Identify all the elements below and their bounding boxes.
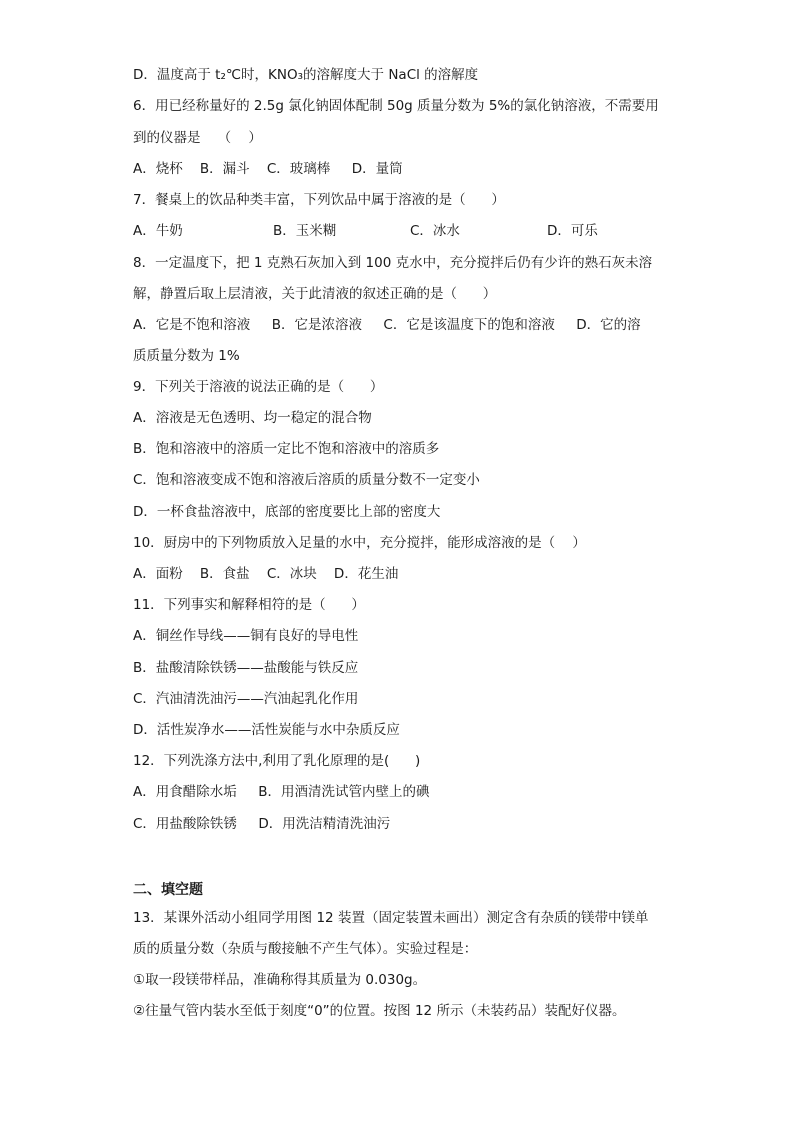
q5-option-d: D．温度高于 t₂℃时，KNO₃的溶解度大于 NaCl 的溶解度	[133, 67, 479, 83]
q8-stem-line1: 8．一定温度下，把 1 克熟石灰加入到 100 克水中，充分搅拌后仍有少许的熟石灰未溶	[133, 255, 653, 271]
q7-option-c: C．冰水	[410, 223, 460, 239]
q7-option-a: A．牛奶	[133, 223, 183, 239]
q13-stem-line2: 质的质量分数（杂质与酸接触不产生气体）。实验过程是：	[133, 941, 478, 957]
q11-option-a: A．铜丝作导线——铜有良好的导电性	[133, 628, 359, 644]
q9-option-c: C．饱和溶液变成不饱和溶液后溶质的质量分数不一定变小	[133, 472, 480, 488]
q9-option-b: B．饱和溶液中的溶质一定比不饱和溶液中的溶质多	[133, 441, 440, 457]
q7-option-d: D．可乐	[547, 223, 598, 239]
q6-stem-line2: 到的仪器是 （ ）	[133, 130, 262, 146]
section-heading-fill-in: 二、填空题	[133, 882, 203, 898]
q8-options: A．它是不饱和溶液 B．它是浓溶液 C．它是该温度下的饱和溶液 D．它的溶	[133, 317, 641, 333]
q13-step-2: ②往量气管内装水至低于刻度“0”的位置。按图 12 所示（未装药品）装配好仪器。	[133, 1003, 626, 1019]
q6-stem-line1: 6．用已经称量好的 2.5g 氯化钠固体配制 50g 质量分数为 5%的氯化钠溶液，不需要用	[133, 98, 659, 114]
q7-stem: 7．餐桌上的饮品种类丰富，下列饮品中属于溶液的是（ ）	[133, 192, 505, 208]
q8-stem-line2: 解，静置后取上层清液，关于此清液的叙述正确的是（ ）	[133, 286, 497, 302]
q11-option-b: B．盐酸清除铁锈——盐酸能与铁反应	[133, 660, 359, 676]
q8-options-cont: 质质量分数为 1%	[133, 348, 240, 364]
q9-stem: 9．下列关于溶液的说法正确的是（ ）	[133, 379, 384, 395]
q11-option-c: C．汽油清洗油污——汽油起乳化作用	[133, 691, 359, 707]
q13-step-1: ①取一段镁带样品，准确称得其质量为 0.030g。	[133, 972, 427, 988]
q6-options: A．烧杯 B．漏斗 C．玻璃棒 D．量筒	[133, 161, 403, 177]
q9-option-d: D．一杯食盐溶液中，底部的密度要比上部的密度大	[133, 504, 441, 520]
q7-options	[133, 221, 598, 241]
q11-option-d: D．活性炭净水——活性炭能与水中杂质反应	[133, 722, 400, 738]
q11-stem: 11．下列事实和解释相符的是（ ）	[133, 597, 365, 613]
q10-stem: 10．厨房中的下列物质放入足量的水中，充分搅拌，能形成溶液的是（ ）	[133, 535, 586, 551]
q7-option-b: B．玉米糊	[273, 223, 337, 239]
q10-options: A．面粉 B．食盐 C．冰块 D．花生油	[133, 566, 399, 582]
q13-stem-line1: 13．某课外活动小组同学用图 12 装置（固定装置未画出）测定含有杂质的镁带中镁单	[133, 910, 649, 926]
q12-options-ab: A．用食醋除水垢 B．用酒清洗试管内壁上的碘	[133, 784, 430, 800]
q9-option-a: A．溶液是无色透明、均一稳定的混合物	[133, 410, 372, 426]
q12-stem: 12．下列洗涤方法中,利用了乳化原理的是( )	[133, 753, 421, 769]
q12-options-cd: C．用盐酸除铁锈 D．用洗洁精清洗油污	[133, 816, 391, 832]
